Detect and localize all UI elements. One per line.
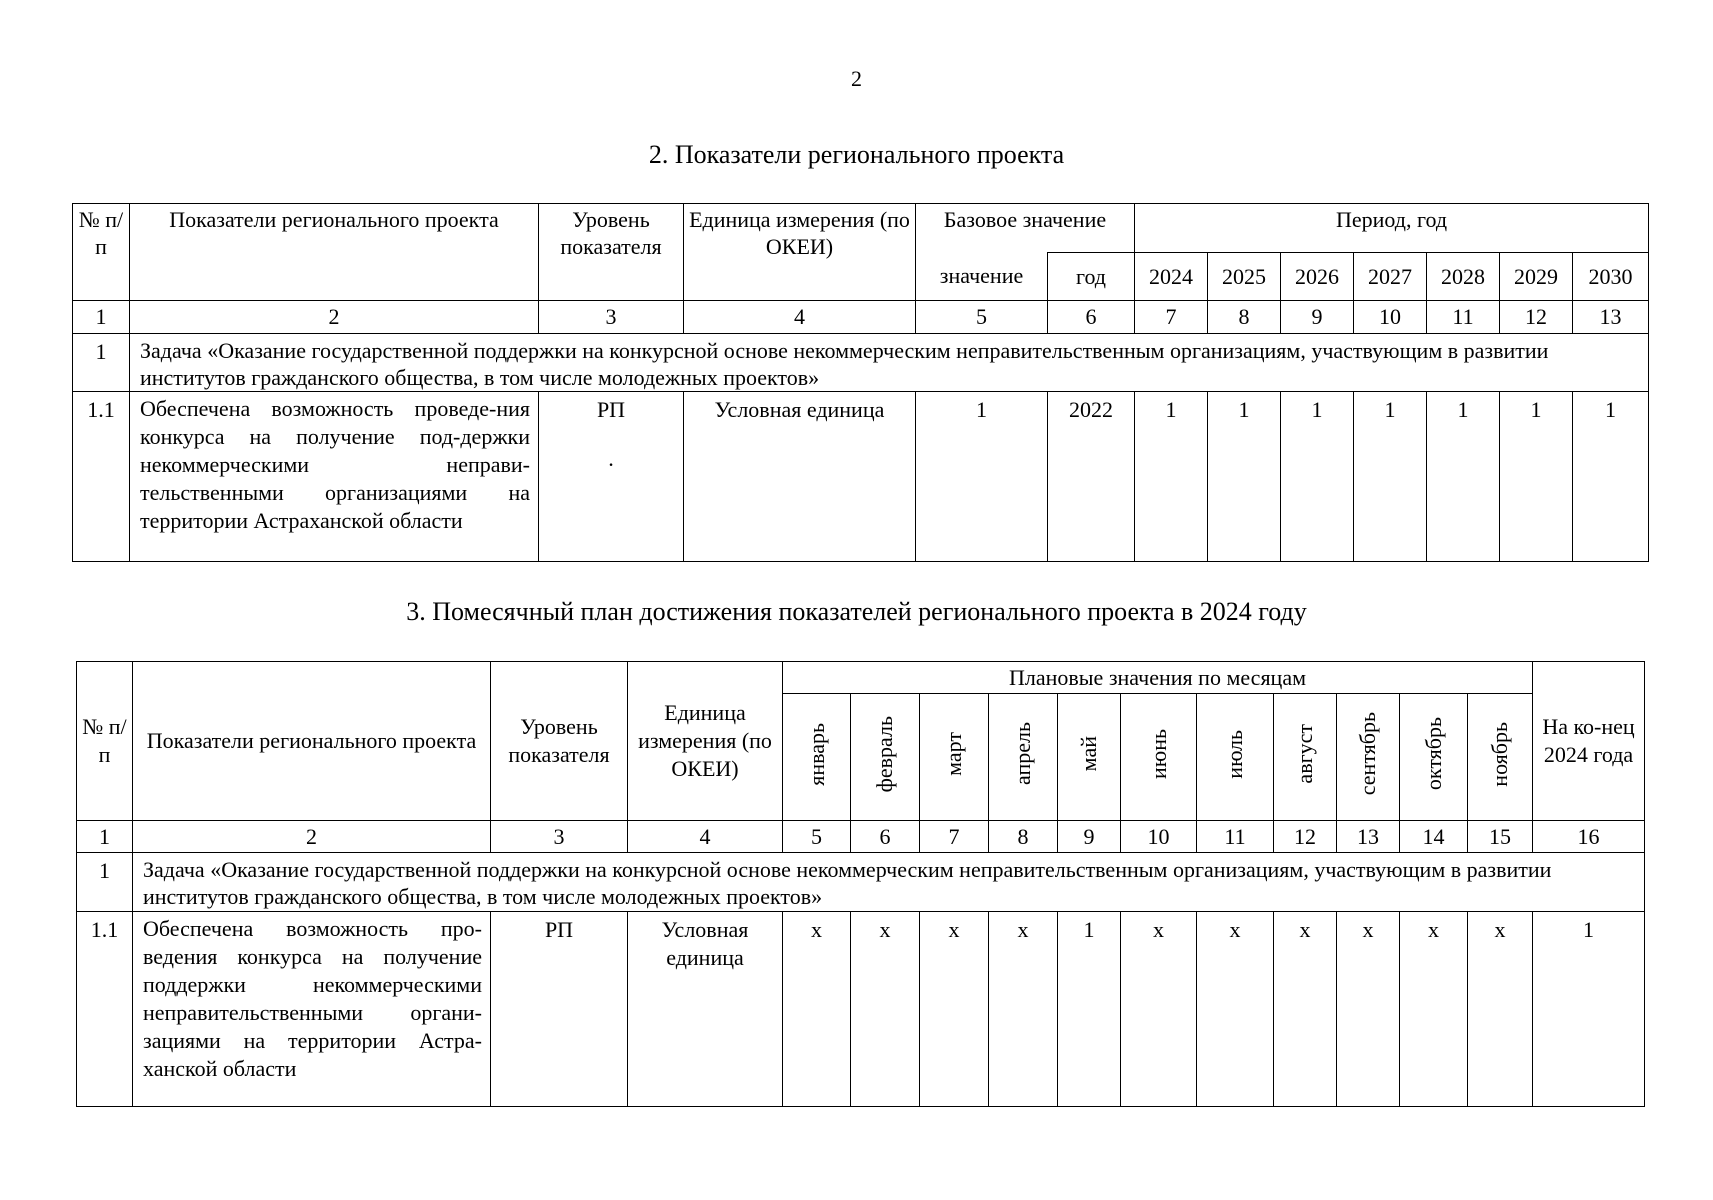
task-number: 1	[73, 334, 130, 392]
header-level: Уровень показателя	[539, 204, 684, 301]
col-number: 2	[130, 301, 539, 334]
month-label: январь	[803, 722, 829, 786]
header-year-2030: 2030	[1573, 253, 1649, 301]
value-end-of-year: 1	[1533, 912, 1645, 1107]
indicator-name: Обеспечена возможность проведе-ния конкурса на получение под-держки некоммерческими неправи-тельственными организациями на территории Астраханской области	[130, 392, 539, 562]
indicator-level: РП	[491, 912, 628, 1107]
header-year-2026: 2026	[1281, 253, 1354, 301]
col-number: 13	[1337, 821, 1400, 853]
col-number: 9	[1058, 821, 1121, 853]
month-label: апрель	[1010, 722, 1035, 786]
header-month-april	[989, 694, 1058, 821]
header-month-november	[1468, 694, 1533, 821]
header-base-value: значение	[916, 253, 1048, 301]
indicator-unit: Условная единица	[628, 912, 783, 1107]
header-period: Период, год	[1135, 204, 1649, 253]
col-number: 11	[1197, 821, 1274, 853]
col-number: 5	[916, 301, 1048, 334]
indicators-table	[72, 203, 1649, 562]
col-number: 3	[539, 301, 684, 334]
col-number: 14	[1400, 821, 1468, 853]
value-2028: 1	[1427, 392, 1500, 562]
header-year-2029: 2029	[1500, 253, 1573, 301]
indicator-unit: Условная единица	[684, 392, 916, 562]
indicator-level-value: РП	[596, 397, 626, 422]
header-num: № п/п	[77, 662, 133, 821]
value-february: х	[851, 912, 920, 1107]
month-label: май	[1076, 736, 1101, 772]
col-number: 7	[920, 821, 989, 853]
monthly-plan-table	[76, 661, 1645, 1107]
col-number: 6	[1048, 301, 1135, 334]
month-label: ноябрь	[1487, 721, 1512, 787]
col-number: 6	[851, 821, 920, 853]
header-base: Базовое значение	[916, 204, 1135, 253]
col-number: 4	[684, 301, 916, 334]
header-year-2027: 2027	[1354, 253, 1427, 301]
col-number: 11	[1427, 301, 1500, 334]
header-month-march	[920, 694, 989, 821]
col-number: 9	[1281, 301, 1354, 334]
header-year-2028: 2028	[1427, 253, 1500, 301]
value-may: 1	[1058, 912, 1121, 1107]
header-plan: Плановые значения по месяцам	[783, 662, 1533, 694]
col-number: 1	[73, 301, 130, 334]
col-number: 10	[1354, 301, 1427, 334]
header-base-year: год	[1048, 253, 1135, 301]
header-level: Уровень показателя	[491, 662, 628, 821]
col-number: 4	[628, 821, 783, 853]
header-month-may	[1058, 694, 1121, 821]
section-2-title: 2. Показатели регионального проекта	[648, 140, 1065, 169]
value-2029: 1	[1500, 392, 1573, 562]
month-label: март	[941, 732, 966, 776]
value-april: х	[989, 912, 1058, 1107]
month-label: февраль	[872, 715, 897, 793]
value-september: х	[1337, 912, 1400, 1107]
value-2025: 1	[1208, 392, 1281, 562]
col-number: 8	[989, 821, 1058, 853]
page-number: 2	[851, 66, 862, 91]
indicator-level	[539, 392, 684, 562]
header-indicator: Показатели регионального проекта	[133, 662, 491, 821]
col-number: 3	[491, 821, 628, 853]
header-unit: Единица измерения (по ОКЕИ)	[684, 204, 916, 301]
header-month-august	[1274, 694, 1337, 821]
value-2027: 1	[1354, 392, 1427, 562]
base-year: 2022	[1048, 392, 1135, 562]
col-number: 13	[1573, 301, 1649, 334]
header-month-october	[1400, 694, 1468, 821]
section-3-title: 3. Помесячный план достижения показателей регионального проекта в 2024 году	[406, 597, 1307, 626]
col-number: 12	[1500, 301, 1573, 334]
task-text: Задача «Оказание государственной поддержки на конкурсной основе некоммерческим неправительственным организациям, участвующим в развитии институтов гражданского общества, в том числе молодежных проектов»	[130, 334, 1649, 392]
header-month-july	[1197, 694, 1274, 821]
header-unit: Единица измерения (по ОКЕИ)	[628, 662, 783, 821]
base-value: 1	[916, 392, 1048, 562]
header-indicator: Показатели регионального проекта	[130, 204, 539, 301]
header-month-january	[783, 694, 851, 821]
value-2024: 1	[1135, 392, 1208, 562]
col-number: 2	[133, 821, 491, 853]
col-number: 7	[1135, 301, 1208, 334]
month-label: июнь	[1145, 728, 1171, 779]
value-august: х	[1274, 912, 1337, 1107]
row-number: 1.1	[77, 912, 133, 1107]
col-number: 8	[1208, 301, 1281, 334]
col-number: 5	[783, 821, 851, 853]
month-label: октябрь	[1420, 717, 1446, 791]
value-january: х	[783, 912, 851, 1107]
header-num: № п/п	[73, 204, 130, 301]
task-number: 1	[77, 853, 133, 912]
value-november: х	[1468, 912, 1533, 1107]
level-mark: ·	[607, 452, 615, 477]
col-number: 10	[1121, 821, 1197, 853]
value-july: х	[1197, 912, 1274, 1107]
value-2030: 1	[1573, 392, 1649, 562]
col-number: 16	[1533, 821, 1645, 853]
header-month-february	[851, 694, 920, 821]
month-label: июль	[1222, 729, 1247, 779]
value-2026: 1	[1281, 392, 1354, 562]
month-label: сентябрь	[1355, 712, 1380, 796]
row-number: 1.1	[73, 392, 130, 562]
col-number: 12	[1274, 821, 1337, 853]
col-number: 1	[77, 821, 133, 853]
value-october: х	[1400, 912, 1468, 1107]
header-end-of-year: На ко-нец 2024 года	[1533, 662, 1645, 821]
value-march: х	[920, 912, 989, 1107]
header-month-june	[1121, 694, 1197, 821]
header-month-september	[1337, 694, 1400, 821]
header-year-2025: 2025	[1208, 253, 1281, 301]
header-year-2024: 2024	[1135, 253, 1208, 301]
value-june: х	[1121, 912, 1197, 1107]
month-label: август	[1292, 724, 1317, 784]
task-text: Задача «Оказание государственной поддержки на конкурсной основе некоммерческим неправительственным организациям, участвующим в развитии институтов гражданского общества, в том числе молодежных проектов»	[133, 853, 1645, 912]
indicator-name: Обеспечена возможность про-ведения конкурса на получение поддержки некоммерческими неправительственными органи-зациями на территории Астра-ханской области	[133, 912, 491, 1107]
col-number: 15	[1468, 821, 1533, 853]
